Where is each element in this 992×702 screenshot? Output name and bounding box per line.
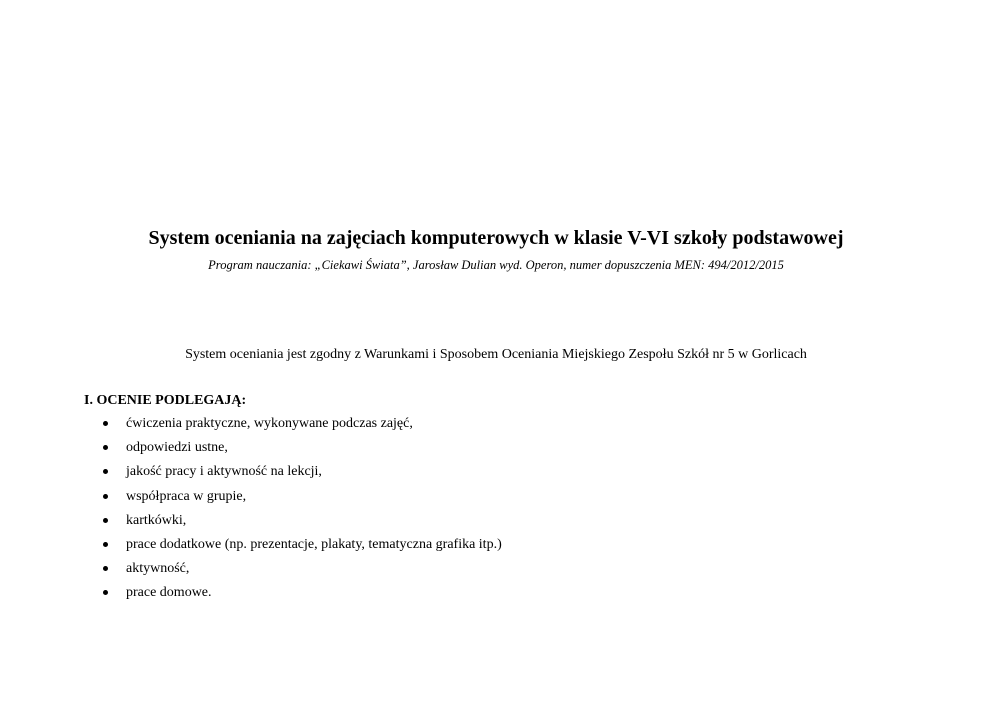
list-item-text: aktywność, <box>126 561 190 577</box>
bullet-icon <box>103 542 108 547</box>
bullet-icon <box>103 445 108 450</box>
document-title: System oceniania na zajęciach komputerowych w klasie V-VI szkoły podstawowej <box>148 227 844 249</box>
bullet-icon <box>103 421 108 426</box>
bullet-icon <box>103 518 108 523</box>
bullet-icon <box>103 494 108 499</box>
bullet-icon <box>103 469 108 474</box>
list-item-text: jakość pracy i aktywność na lekcji, <box>126 464 322 480</box>
grading-statement: System oceniania jest zgodny z Warunkami i Sposobem Oceniania Miejskiego Zespołu Szkół nr 5 w Gorlicach <box>185 347 807 362</box>
document-subtitle: Program nauczania: „Ciekawi Świata”, Jarosław Dulian wyd. Operon, numer dopuszczenia MEN: 494/2012/2015 <box>208 258 784 272</box>
list-item-text: odpowiedzi ustne, <box>126 440 228 456</box>
section-heading: I. OCENIE PODLEGAJĄ: <box>84 393 247 408</box>
list-item-text: prace dodatkowe (np. prezentacje, plakaty, tematyczna grafika itp.) <box>126 536 502 552</box>
bullet-icon <box>103 566 108 571</box>
list-item-text: prace domowe. <box>126 585 212 601</box>
bullet-icon <box>103 590 108 595</box>
list-item-text: współpraca w grupie, <box>126 488 247 504</box>
list-item-text: ćwiczenia praktyczne, wykonywane podczas zajęć, <box>126 416 413 431</box>
list-item-text: kartkówki, <box>126 512 187 528</box>
